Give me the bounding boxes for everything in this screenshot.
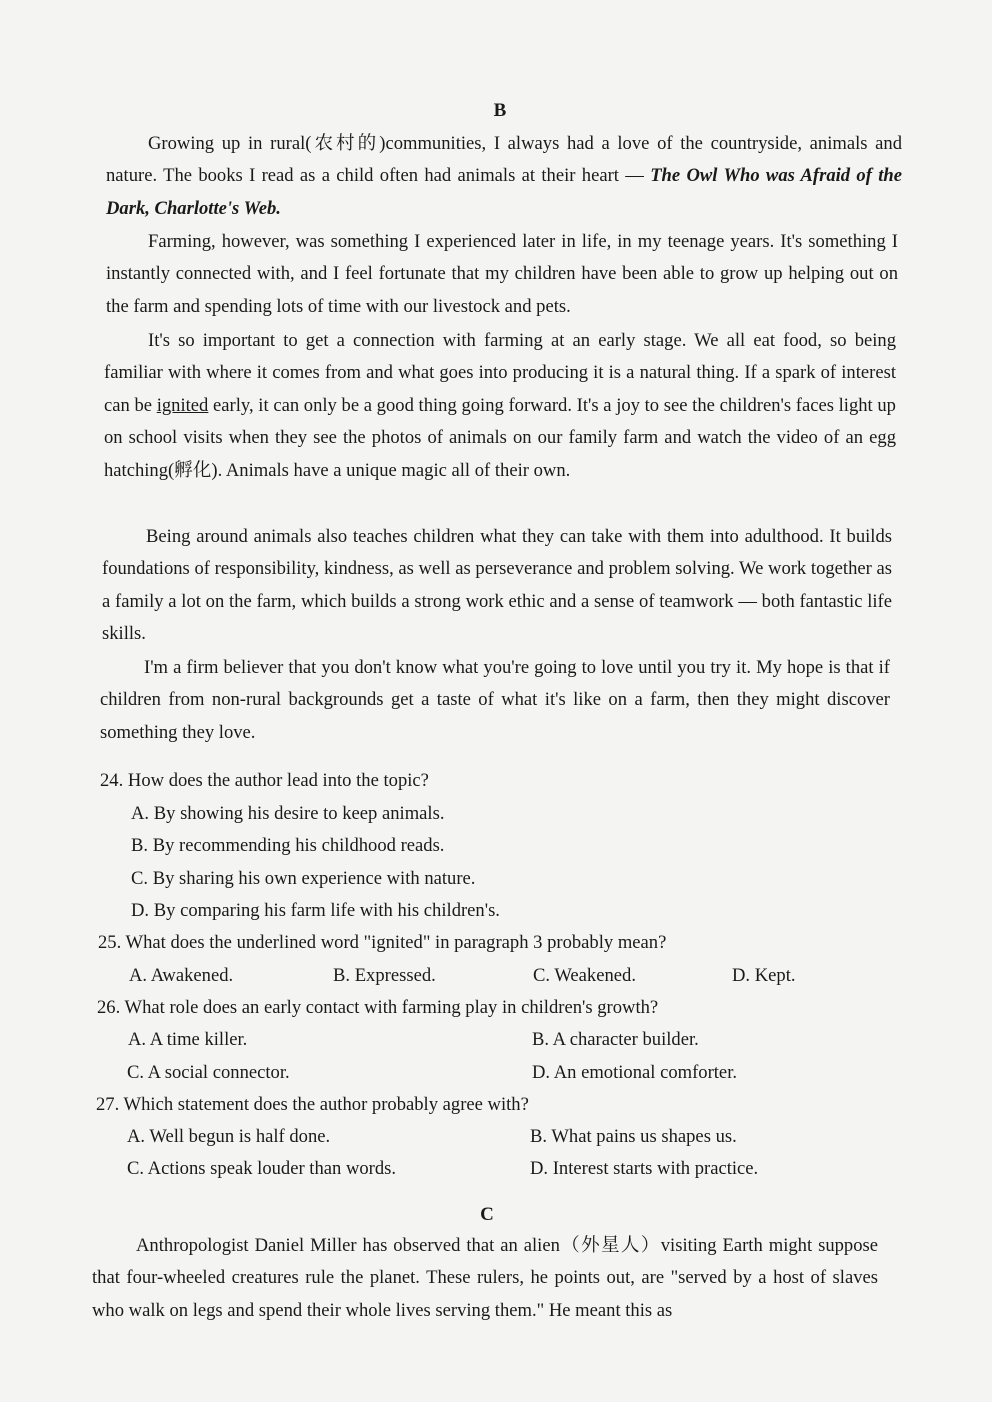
question-24-option-c: C. By sharing his own experience with nature.: [131, 868, 476, 889]
question-26-option-a: A. A time killer.: [128, 1029, 248, 1050]
underlined-word: ignited: [156, 394, 209, 416]
paragraph-5: I'm a firm believer that you don't know what you're going to love until you try it. My hope is that if children from non-rural backgrounds get a taste of what it's like on a farm, then they might discover something they love.: [100, 657, 890, 743]
paragraph-3: [104, 325, 896, 487]
question-27-option-a: A. Well begun is half done.: [127, 1126, 331, 1147]
question-24-option-b: B. By recommending his childhood reads.: [131, 835, 445, 856]
question-27-option-b: B. What pains us shapes us.: [530, 1126, 737, 1147]
question-24-option-a: A. By showing his desire to keep animals.: [131, 803, 445, 824]
question-25-option-a: A. Awakened.: [129, 965, 234, 986]
question-27-option-c: C. Actions speak louder than words.: [127, 1158, 397, 1179]
question-25-option-d: D. Kept.: [732, 965, 796, 986]
question-26: 26. What role does an early contact with farming play in children's growth?: [97, 997, 659, 1018]
paragraph-c-1: Anthropologist Daniel Miller has observed that an alien（外星人）visiting Earth might suppose that four-wheeled creatures rule the planet. These rulers, he points out, are "served by a host of slaves who walk on legs and spend their whole lives serving them." He meant this as: [92, 1235, 878, 1321]
question-25: 25. What does the underlined word "ignited" in paragraph 3 probably mean?: [98, 932, 667, 953]
paragraph-2: Farming, however, was something I experienced later in life, in my teenage years. It's something I instantly connected with, and I feel fortunate that my children have been able to grow up helping out on the farm and spending lots of time with our livestock and pets.: [106, 231, 898, 317]
question-24-option-d: D. By comparing his farm life with his children's.: [131, 900, 500, 921]
paragraph-1-text: Growing up in rural(农村的)communities, I always had a love of the countryside, animals and nature. The books I read as a child often had animals at their heart —: [106, 133, 902, 187]
paragraph-1: [106, 128, 902, 225]
question-27: 27. Which statement does the author probably agree with?: [96, 1094, 529, 1115]
question-26-option-d: D. An emotional comforter.: [532, 1062, 738, 1083]
section-c-heading: C: [480, 1204, 494, 1225]
paragraph-4: Being around animals also teaches children what they can take with them into adulthood. It builds foundations of responsibility, kindness, as well as perseverance and problem solving. We work together as a family a lot on the farm, which builds a strong work ethic and a sense of teamwork — both fantastic life skills.: [102, 526, 892, 645]
section-b-heading: B: [493, 100, 507, 121]
paragraph-3-text-b: early, it can only be a good thing going forward. It's a joy to see the children's faces light up on school visits when they see the photos of animals on our family farm and watch the video of an egg hatching(孵化). Animals have a unique magic all of their own.: [104, 394, 896, 481]
paragraph-3-text-a: It's so important to get a connection with farming at an early stage. We all eat food, so being familiar with where it comes from and what goes into producing it is a natural thing. If a spark of interest can be: [104, 330, 896, 416]
question-25-option-c: C. Weakened.: [533, 965, 636, 986]
question-27-option-d: D. Interest starts with practice.: [530, 1158, 759, 1179]
question-25-option-b: B. Expressed.: [333, 965, 436, 986]
question-26-option-c: C. A social connector.: [127, 1062, 290, 1083]
question-26-option-b: B. A character builder.: [532, 1029, 699, 1050]
question-24: 24. How does the author lead into the topic?: [100, 770, 429, 791]
book-titles: The Owl Who was Afraid of the Dark, Charlotte's Web.: [106, 165, 902, 219]
